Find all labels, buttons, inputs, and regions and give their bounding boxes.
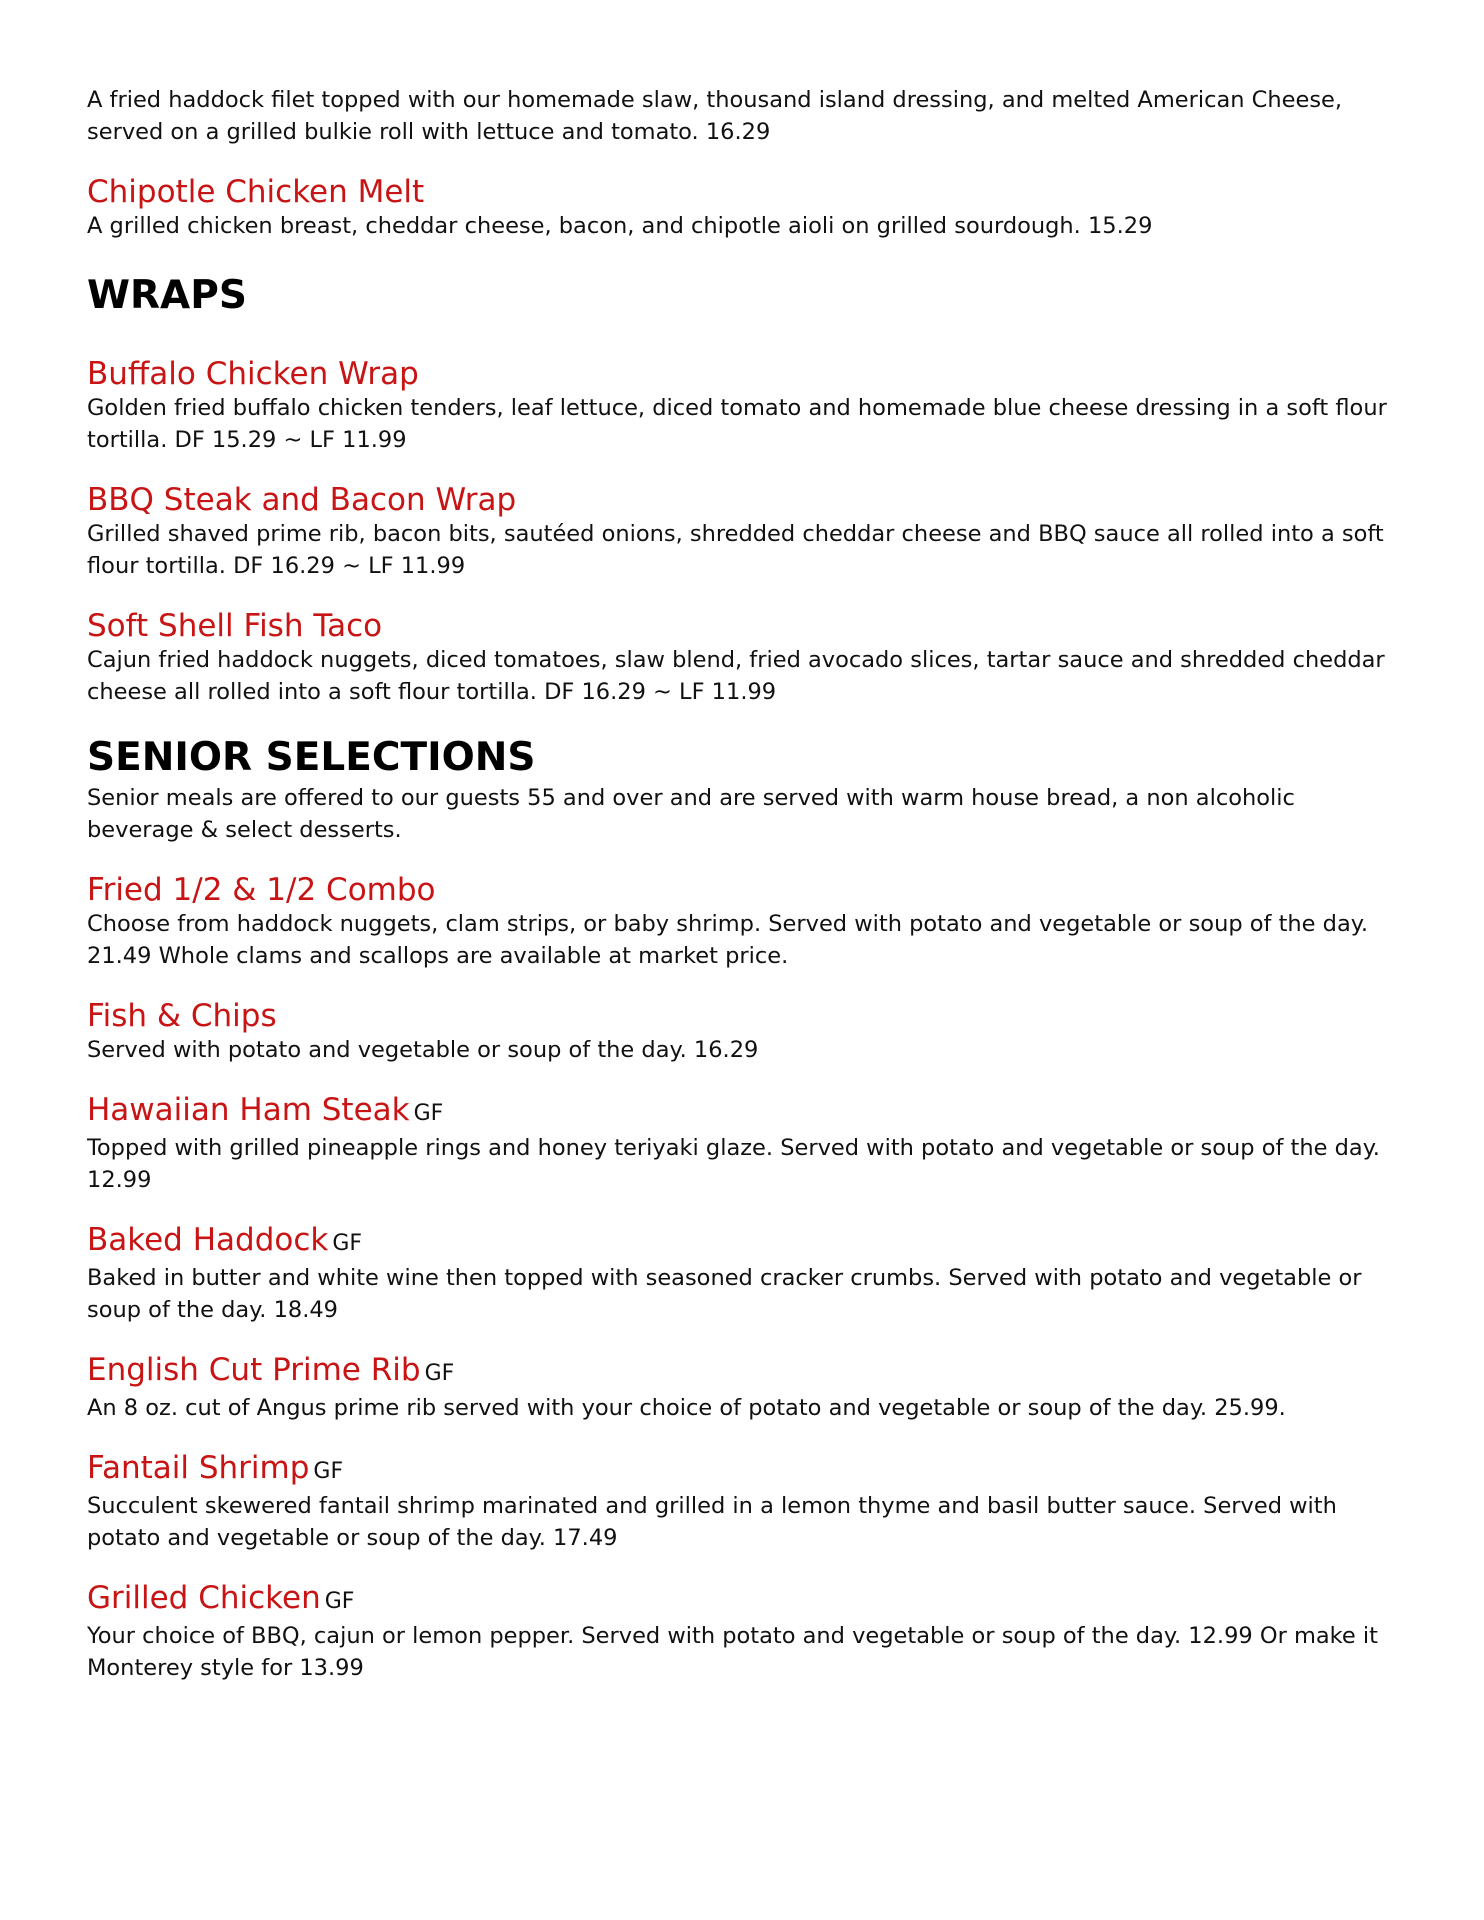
section-heading-senior-selections: SENIOR SELECTIONS xyxy=(87,735,536,780)
section-heading-wraps: WRAPS xyxy=(87,273,247,318)
menu-item-title: Hawaiian Ham Steak xyxy=(87,1092,410,1128)
menu-item-title: Chipotle Chicken Melt xyxy=(87,174,425,210)
menu-item-fish-and-chips xyxy=(87,996,1407,1066)
menu-item-title: Fantail Shrimp xyxy=(87,1450,310,1486)
menu-item-title-row xyxy=(87,1220,1407,1264)
menu-item-bbq-steak-bacon-wrap xyxy=(87,480,1407,582)
menu-item-description: Topped with grilled pineapple rings and honey teriyaki glaze. Served with potato and vegetable or soup of the day. 12.99 xyxy=(87,1135,1380,1193)
menu-item-title-row xyxy=(87,1090,1407,1134)
menu-item-description: Cajun fried haddock nuggets, diced tomatoes, slaw blend, fried avocado slices, tartar sauce and shredded cheddar cheese all rolled into a soft flour tortilla. DF 16.29 ~ LF 11.99 xyxy=(87,647,1385,705)
menu-item-description: A grilled chicken breast, cheddar cheese, bacon, and chipotle aioli on grilled sourdough. 15.29 xyxy=(87,213,1153,239)
menu-item-fried-combo xyxy=(87,870,1407,972)
menu-item-baked-haddock xyxy=(87,1220,1407,1326)
menu-item-title: Soft Shell Fish Taco xyxy=(87,608,383,644)
menu-item-description: Succulent skewered fantail shrimp marinated and grilled in a lemon thyme and basil butter sauce. Served with potato and vegetable or soup of the day. 17.49 xyxy=(87,1493,1337,1551)
menu-item-description: Golden fried buffalo chicken tenders, leaf lettuce, diced tomato and homemade blue cheese dressing in a soft flour tortilla. DF 15.29 ~ LF 11.99 xyxy=(87,395,1387,453)
menu-item-description: An 8 oz. cut of Angus prime rib served with your choice of potato and vegetable or soup of the day. 25.99. xyxy=(87,1395,1286,1421)
menu-item-title: English Cut Prime Rib xyxy=(87,1352,421,1388)
menu-item-hawaiian-ham-steak xyxy=(87,1090,1407,1196)
menu-item-buffalo-chicken-wrap xyxy=(87,354,1407,456)
menu-item-description: Your choice of BBQ, cajun or lemon pepper. Served with potato and vegetable or soup of the day. 12.99 Or make it Monterey style for 13.99 xyxy=(87,1623,1378,1681)
menu-item-title-row xyxy=(87,1350,1407,1394)
gluten-free-tag: GF xyxy=(413,1101,444,1126)
menu-item-chipotle-chicken-melt xyxy=(87,172,1407,242)
gluten-free-tag: GF xyxy=(424,1361,455,1386)
menu-item-fantail-shrimp xyxy=(87,1448,1407,1554)
menu-item-title: BBQ Steak and Bacon Wrap xyxy=(87,482,517,518)
menu-item-title: Grilled Chicken xyxy=(87,1580,321,1616)
menu-item-title-row xyxy=(87,1578,1407,1622)
section-intro-senior: Senior meals are offered to our guests 55 and over and are served with warm house bread, a non alcoholic beverage & select desserts. xyxy=(87,785,1295,843)
menu-item-description: Served with potato and vegetable or soup of the day. 16.29 xyxy=(87,1037,759,1063)
menu-page xyxy=(87,84,1407,1684)
menu-item-title: Fish & Chips xyxy=(87,998,277,1034)
menu-item-title: Baked Haddock xyxy=(87,1222,329,1258)
gluten-free-tag: GF xyxy=(324,1589,355,1614)
gluten-free-tag: GF xyxy=(313,1459,344,1484)
intro-description: A fried haddock filet topped with our homemade slaw, thousand island dressing, and melted American Cheese, served on a grilled bulkie roll with lettuce and tomato. 16.29 xyxy=(87,87,1343,145)
menu-item-title: Buffalo Chicken Wrap xyxy=(87,356,419,392)
gluten-free-tag: GF xyxy=(332,1231,363,1256)
menu-item-title-row xyxy=(87,1448,1407,1492)
menu-item-english-cut-prime-rib xyxy=(87,1350,1407,1424)
menu-item-description: Grilled shaved prime rib, bacon bits, sautéed onions, shredded cheddar cheese and BBQ sauce all rolled into a soft flour tortilla. DF 16.29 ~ LF 11.99 xyxy=(87,521,1384,579)
menu-item-soft-shell-fish-taco xyxy=(87,606,1407,708)
menu-item-grilled-chicken xyxy=(87,1578,1407,1684)
menu-item-title: Fried 1/2 & 1/2 Combo xyxy=(87,872,436,908)
menu-item-description: Choose from haddock nuggets, clam strips, or baby shrimp. Served with potato and vegetable or soup of the day. 21.49 Whole clams and scallops are available at market price. xyxy=(87,911,1369,969)
menu-item-description: Baked in butter and white wine then topped with seasoned cracker crumbs. Served with potato and vegetable or soup of the day. 18.49 xyxy=(87,1265,1362,1323)
